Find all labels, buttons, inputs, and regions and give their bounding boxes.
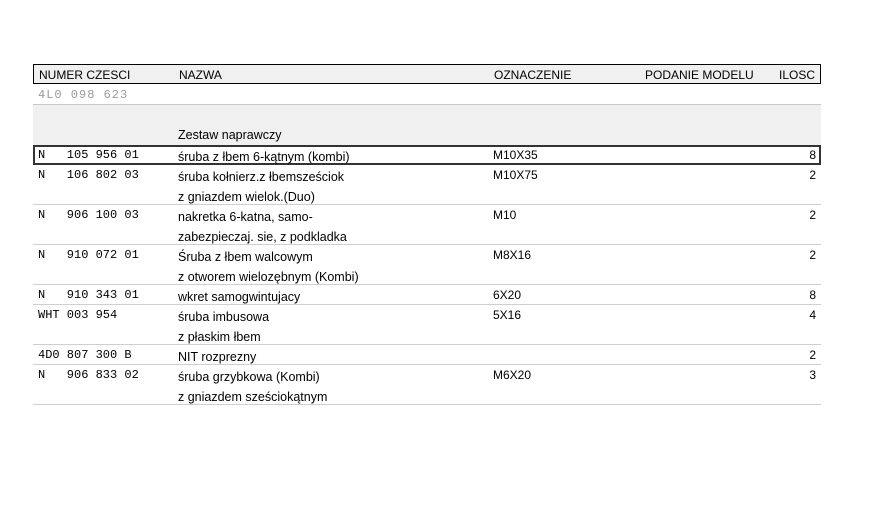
part-name-line1: Śruba z łbem walcowym: [178, 250, 313, 264]
table-header: [33, 64, 821, 84]
part-name-line1: śruba grzybkowa (Kombi): [178, 370, 320, 384]
designation: M10X35: [493, 148, 538, 162]
group-title: Zestaw naprawczy: [178, 128, 282, 142]
header-part-number[interactable]: NUMER CZESCI: [39, 68, 131, 82]
part-name: [178, 167, 344, 207]
part-name-line1: śruba z łbem 6-kątnym (kombi): [178, 150, 350, 164]
table-row[interactable]: [33, 285, 821, 305]
part-number: N 906 100 03: [38, 208, 139, 222]
part-name-line2: z gniazdem sześciokątnym: [178, 390, 328, 404]
part-name-line2: z gniazdem wielok.(Duo): [178, 190, 315, 204]
part-name: [178, 367, 327, 407]
group-header: [33, 105, 821, 145]
header-name[interactable]: NAZWA: [179, 68, 222, 82]
header-quantity[interactable]: ILOSC: [778, 68, 815, 82]
table-row[interactable]: [33, 305, 821, 345]
reference-part-number: 4L0 098 623: [38, 88, 129, 102]
quantity: 2: [809, 248, 816, 262]
reference-part-row: [33, 84, 821, 105]
part-name-line1: wkret samogwintujacy: [178, 290, 301, 304]
table-row[interactable]: [33, 245, 821, 285]
part-name-line2: z płaskim łbem: [178, 330, 261, 344]
part-number: N 910 072 01: [38, 248, 139, 262]
part-name-line1: śruba imbusowa: [178, 310, 270, 324]
parts-table: [33, 64, 821, 405]
part-name-line1: NIT rozprezny: [178, 350, 257, 364]
part-name: [178, 247, 359, 287]
part-name: [178, 207, 347, 247]
quantity: 8: [809, 288, 816, 302]
part-name-line2: zabezpieczaj. sie, z podkladka: [178, 230, 347, 244]
quantity: 2: [809, 348, 816, 362]
part-name: [178, 287, 300, 307]
designation: 5X16: [493, 308, 522, 322]
part-name: [178, 347, 256, 367]
table-body: [33, 145, 821, 405]
table-row[interactable]: [33, 205, 821, 245]
table-row[interactable]: [33, 365, 821, 405]
part-name-line1: śruba kołnierz.z łbemsześciok: [178, 170, 345, 184]
designation: 6X20: [493, 288, 522, 302]
header-designation[interactable]: OZNACZENIE: [494, 68, 572, 82]
part-number: N 105 956 01: [38, 148, 139, 162]
quantity: 3: [809, 368, 816, 382]
quantity: 4: [809, 308, 816, 322]
designation: M10: [493, 208, 517, 222]
part-name-line1: nakretka 6-katna, samo-: [178, 210, 313, 224]
table-row-selected[interactable]: [33, 145, 821, 165]
quantity: 2: [809, 168, 816, 182]
part-number: 4D0 807 300 B: [38, 348, 132, 362]
part-number: WHT 003 954: [38, 308, 118, 322]
table-row[interactable]: [33, 345, 821, 365]
part-name-line2: z otworem wielozębnym (Kombi): [178, 270, 359, 284]
part-name: [178, 307, 269, 347]
header-model[interactable]: PODANIE MODELU: [645, 68, 754, 82]
quantity: 8: [809, 148, 816, 162]
quantity: 2: [809, 208, 816, 222]
designation: M10X75: [493, 168, 538, 182]
part-number: N 910 343 01: [38, 288, 139, 302]
designation: M6X20: [493, 368, 532, 382]
part-number: N 906 833 02: [38, 368, 139, 382]
table-row[interactable]: [33, 165, 821, 205]
part-name: [178, 147, 350, 167]
part-number: N 106 802 03: [38, 168, 139, 182]
designation: M8X16: [493, 248, 532, 262]
